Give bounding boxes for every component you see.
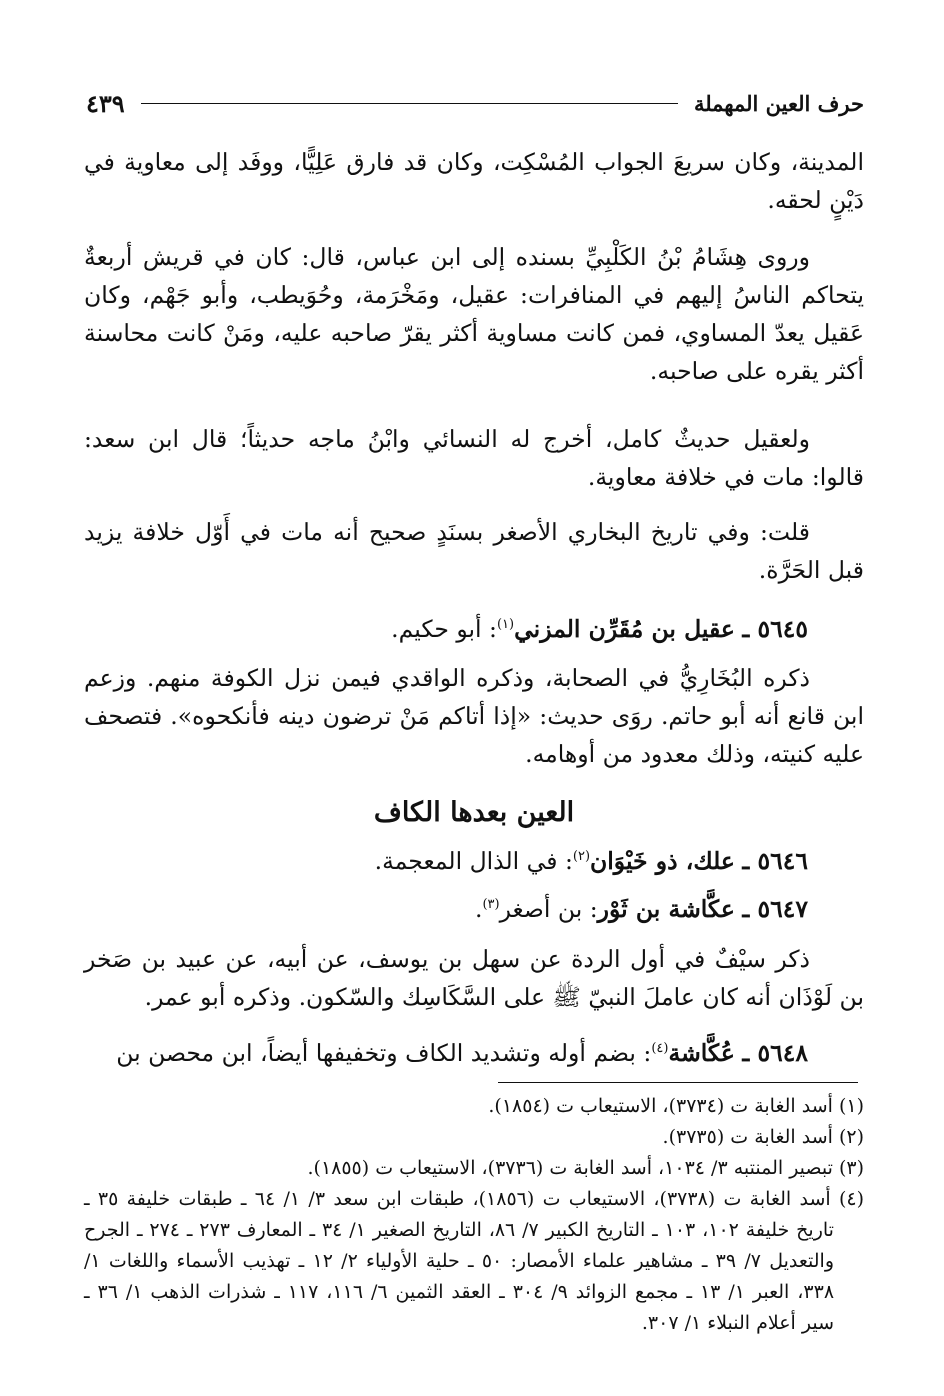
footnote-marker: (٣) <box>482 897 500 912</box>
entry-text: : في الذال المعجمة. <box>374 846 573 875</box>
entry-end: . <box>474 894 483 923</box>
paragraph-4: قلت: وفي تاريخ البخاري الأصغر بسنَدٍ صحيح أنه مات في أَوّل خلافة يزيد قبل الحَرَّة. <box>84 518 864 584</box>
footnotes <box>84 1091 864 1339</box>
footnote-separator <box>498 1082 858 1083</box>
footnote-3: (٣) تبصير المنتبه ٣/ ١٠٣٤، أسد الغابة ت (٣٧٣٦)، الاستيعاب ت (١٨٥٥). <box>307 1157 864 1179</box>
entry-text: : بضم أوله وتشديد الكاف وتخفيفها أيضاً، ابن محصن بن <box>116 1038 652 1067</box>
section-heading: العين بعدها الكاف <box>373 797 575 828</box>
entry-name: عقيل بن مُقَرِّن المزني <box>514 614 735 643</box>
entry-5645 <box>84 606 864 648</box>
paragraph-5: ذكره البُخَارِيُّ في الصحابة، وذكره الواقدي فيمن نزل الكوفة منهم. وزعم ابن قانع أنه أبو حاتم. روَى حديث: «إذا أتاكم مَنْ ترضون دينه فأنكحوه». فتصحف عليه كنيته، وذلك معدود من أوهامه. <box>84 664 864 768</box>
footnote-1: (١) أسد الغابة ت (٣٧٣٤)، الاستيعاب ت (١٨٥٤). <box>488 1095 864 1117</box>
entry-name: علك، ذو خَيْوَان <box>590 846 735 875</box>
running-title: حرف العين المهملة <box>693 90 864 116</box>
entry-name: عكَّاشة بن ثَوْر <box>597 894 735 923</box>
entry-number: ٥٦٤٥ ـ <box>742 614 808 643</box>
header-rule <box>141 103 678 104</box>
entry-5648 <box>84 1030 864 1072</box>
footnote-marker: (٢) <box>572 849 591 864</box>
footnote-marker: (١) <box>496 617 515 632</box>
page-number: ٤٣٩ <box>86 88 125 118</box>
entry-number: ٥٦٤٨ ـ <box>742 1038 808 1067</box>
paragraph-6: ذكر سيْفٌ في أول الردة عن سهل بن يوسف، عن أبيه، عن عبيد بن صَخر بن لَوْذَان أنه كان عاملَ النبيّ ﷺ على السَّكَاسِك والسّكون. وذكره أبو عمر. <box>84 945 864 1011</box>
entry-name: عُكَّاشة <box>668 1038 735 1067</box>
footnote-4: (٤) أسد الغابة ت (٣٧٣٨)، الاستيعاب ت (١٨٥٦)، طبقات ابن سعد ٣/ ١/ ٦٤ ـ طبقات خليفة ٣٥ ـ تاريخ خليفة ١٠٢، ١٠٣ ـ التاريخ الكبير ٧/ ٨٦، التاريخ الصغير ١/ ٣٤ ـ المعارف ٢٧٣ ـ ٢٧٤ ـ الجرح والتعديل ٧/ ٣٩ ـ مشاهير علماء الأمصار: ٥٠ ـ حلية الأولياء ٢/ ١٢ ـ تهذيب الأسماء واللغات ١/ ٣٣٨، العبر ١/ ١٣ ـ مجمع الزوائد ٩/ ٣٠٤ ـ العقد الثمين ٦/ ١١٦، ١١٧ ـ شذرات الذهب ١/ ٣٦ ـ سير أعلام النبلاء ١/ ٣٠٧. <box>84 1188 864 1334</box>
page-header <box>86 86 864 120</box>
entry-number: ٥٦٤٦ ـ <box>742 846 808 875</box>
entry-5646 <box>84 838 864 880</box>
footnote-2: (٢) أسد الغابة ت (٣٧٣٥). <box>662 1126 864 1148</box>
entry-5647 <box>84 886 864 928</box>
entry-text: : بن أصغر <box>499 894 598 923</box>
entry-number: ٥٦٤٧ ـ <box>742 894 808 923</box>
paragraph-1: المدينة، وكان سريعَ الجواب المُسْكِت، وكان قد فارق عَلِيًّا، ووفَد إلى معاوية في دَيْنٍ لحقه. <box>84 148 864 214</box>
paragraph-3: ولعقيل حديثٌ كامل، أخرج له النسائي وابْنُ ماجه حديثاً؛ قال ابن سعد: قالوا: مات في خلافة معاوية. <box>84 425 864 491</box>
footnote-marker: (٤) <box>651 1041 669 1056</box>
paragraph-2: وروى هِشَامُ بْنُ الكَلْبِيِّ بسنده إلى ابن عباس، قال: كان في قريش أربعةٌ يتحاكم الناسُ إليهم في المنافرات: عقيل، ومَخْرَمة، وحُوَيطب، وأبو جَهْم، وكان عَقيل يعدّ المساوي، فمن كانت مساوية أكثر يقرّ صاحبه عليه، ومَنْ كانت محاسنة أكثر يقره على صاحبه. <box>84 243 864 385</box>
entry-text: : أبو حكيم. <box>391 614 497 643</box>
